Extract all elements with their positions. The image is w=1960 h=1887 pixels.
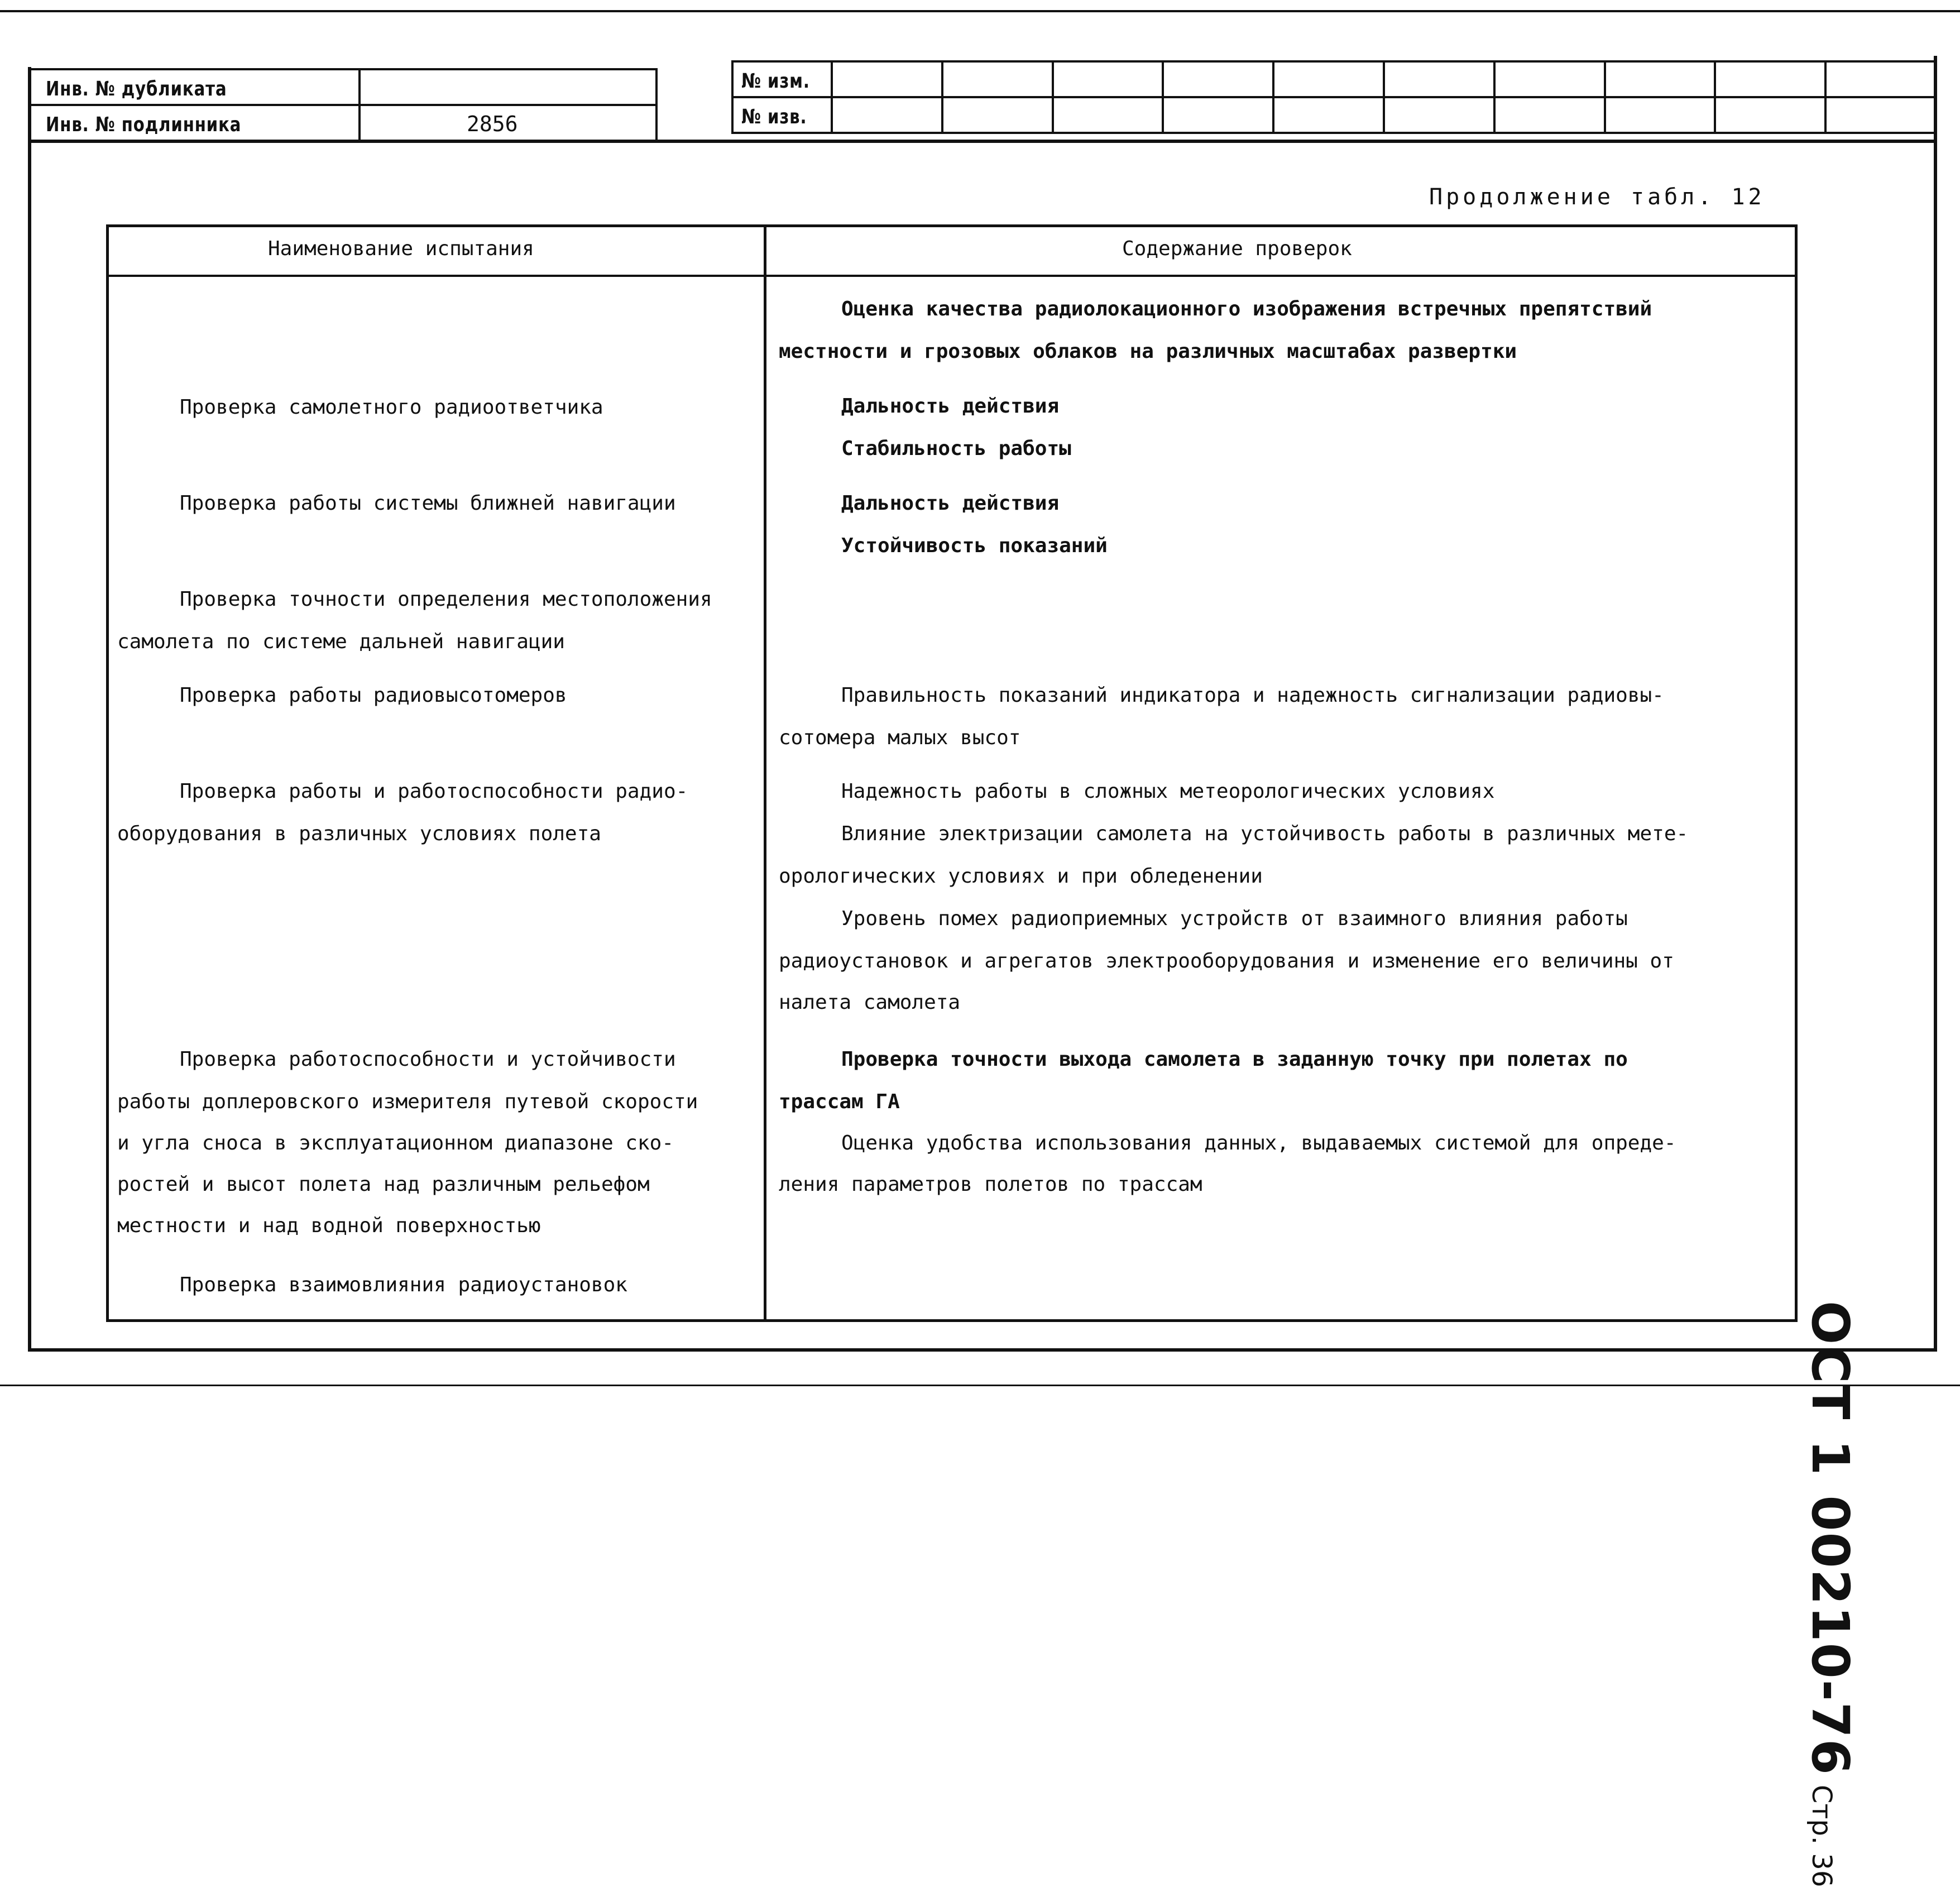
- standard-number: ОСТ 1 00210-76: [1800, 1301, 1860, 1776]
- right-cell-text: Стабильность работы: [841, 437, 1071, 460]
- right-cell-text: Уровень помех радиоприемных устройств от взаимного влияния работы: [841, 907, 1628, 930]
- header-test-name: Наименование испытания: [268, 237, 534, 260]
- right-cell-text: Оценка качества радиолокационного изображения встречных препятствий: [841, 298, 1652, 320]
- left-cell-text: Проверка самолетного радиоответчика: [180, 396, 603, 419]
- stamp-duplicate-label: Инв. № дубликата: [46, 78, 227, 100]
- right-cell-text: радиоустановок и агрегатов электрооборудования и изменение его величины от: [779, 950, 1674, 973]
- right-cell-text: сотомера малых высот: [779, 726, 1021, 749]
- document-code: [1800, 1301, 1860, 1887]
- table-column-divider: [764, 224, 766, 1322]
- left-cell-text: самолета по системе дальней навигации: [117, 630, 565, 653]
- left-cell-text: оборудования в различных условиях полета: [117, 822, 601, 845]
- right-cell-text: Дальность действия: [841, 492, 1060, 515]
- right-cell-text: орологических условиях и при обледенении: [779, 865, 1263, 888]
- table-header-rule: [106, 275, 1798, 277]
- frame-bottom-line: [28, 1348, 1937, 1352]
- left-cell-text: работы доплеровского измерителя путевой скорости: [117, 1090, 698, 1113]
- left-cell-text: местности и над водной поверхностью: [117, 1214, 541, 1237]
- stamp-original-label: Инв. № подлинника: [46, 113, 242, 136]
- stamp-right: [731, 60, 1937, 134]
- frame-outer-bottom-line: [0, 1385, 1960, 1386]
- frame-left-line: [28, 67, 31, 1351]
- frame-top-line: [0, 10, 1960, 12]
- header-check-content: Содержание проверок: [1122, 237, 1352, 260]
- left-cell-text: Проверка работоспособности и устойчивости: [180, 1048, 676, 1071]
- stamp-original-value: 2856: [467, 112, 518, 136]
- stamp-change-label: № изм.: [741, 70, 810, 93]
- left-cell-text: Проверка работы радиовысотомеров: [180, 684, 567, 707]
- stamp-left: [28, 68, 658, 142]
- left-cell-text: и угла сноса в эксплуатационном диапазоне ско-: [117, 1132, 674, 1155]
- right-cell-text: Оценка удобства использования данных, выдаваемых системой для опреде-: [841, 1132, 1676, 1155]
- left-cell-text: Проверка взаимовлияния радиоустановок: [180, 1273, 627, 1296]
- right-cell-text: Устойчивость показаний: [841, 534, 1108, 557]
- left-cell-text: Проверка точности определения местоположения: [180, 588, 712, 611]
- right-cell-text: Влияние электризации самолета на устойчивость работы в различных мете-: [841, 822, 1689, 845]
- right-cell-text: Проверка точности выхода самолета в заданную точку при полетах по: [841, 1048, 1628, 1071]
- right-cell-text: Надежность работы в сложных метеорологических условиях: [841, 780, 1495, 803]
- right-cell-text: Правильность показаний индикатора и надежность сигнализации радиовы-: [841, 684, 1664, 707]
- right-cell-text: Дальность действия: [841, 395, 1060, 418]
- frame-right-line: [1934, 56, 1937, 1351]
- right-cell-text: налета самолета: [779, 991, 961, 1014]
- right-cell-text: трассам ГА: [779, 1090, 900, 1113]
- right-cell-text: ления параметров полетов по трассам: [779, 1173, 1202, 1196]
- left-cell-text: Проверка работы и работоспособности радио-: [180, 780, 688, 803]
- right-cell-text: местности и грозовых облаков на различных масштабах развертки: [779, 340, 1517, 363]
- table-caption: Продолжение табл. 12: [1429, 184, 1765, 210]
- left-cell-text: Проверка работы системы ближней навигации: [180, 492, 676, 515]
- stamp-notice-label: № изв.: [741, 106, 807, 128]
- left-cell-text: ростей и высот полета над различным рельефом: [117, 1173, 650, 1196]
- page-number: Стр. 36: [1806, 1784, 1837, 1887]
